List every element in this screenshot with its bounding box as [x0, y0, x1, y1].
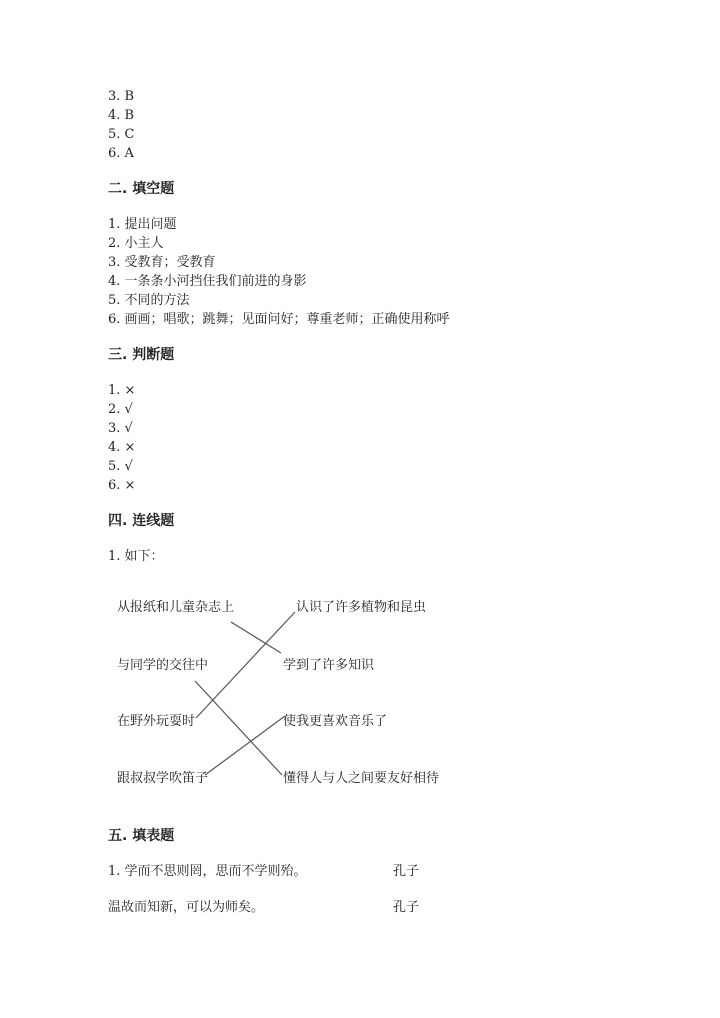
match-right-item: 认识了许多植物和昆虫 [296, 600, 427, 615]
quote-cell: 温故而知新，可以为师矣。 [108, 900, 265, 915]
match-left-item: 跟叔叔学吹笛子 [117, 771, 209, 786]
section-heading-matching: 四. 连线题 [108, 513, 175, 529]
answer-item: 5. C [108, 127, 135, 142]
answer-item: 4. B [108, 108, 135, 123]
match-connector-line [196, 612, 295, 718]
answer-item: 2. √ [108, 402, 133, 417]
answer-item: 6. 画画；唱歌；跳舞；见面问好；尊重老师；正确使用称呼 [108, 312, 450, 327]
match-connector-line [231, 622, 281, 653]
answer-item: 4. × [108, 440, 136, 455]
answer-item: 6. A [108, 146, 134, 161]
match-left-item: 从报纸和儿童杂志上 [117, 600, 235, 615]
author-cell: 孔子 [393, 864, 420, 879]
section-heading-table: 五. 填表题 [108, 828, 175, 844]
answer-item: 2. 小主人 [108, 236, 164, 251]
author-cell: 孔子 [393, 900, 420, 915]
answer-item: 3. B [108, 89, 135, 104]
answer-item: 1. × [108, 383, 136, 398]
answer-item: 3. 受教育；受教育 [108, 255, 216, 270]
answer-item: 1. 提出问题 [108, 217, 177, 232]
match-right-item: 学到了许多知识 [283, 658, 375, 673]
answer-item: 3. √ [108, 421, 133, 436]
section-heading-fill-blank: 二. 填空题 [108, 181, 175, 197]
answer-item: 6. × [108, 478, 136, 493]
answer-item: 4. 一条条小河挡住我们前进的身影 [108, 274, 307, 289]
section-heading-judgement: 三. 判断题 [108, 347, 175, 363]
match-right-item: 懂得人与人之间要友好相待 [283, 771, 440, 786]
answer-item: 5. 不同的方法 [108, 293, 190, 308]
match-right-item: 使我更喜欢音乐了 [283, 714, 388, 729]
match-left-item: 在野外玩耍时 [117, 714, 196, 729]
match-left-item: 与同学的交往中 [117, 658, 209, 673]
answer-item: 5. √ [108, 459, 133, 474]
quote-cell: 1. 学而不思则罔，思而不学则殆。 [108, 864, 307, 879]
matching-intro: 1. 如下： [108, 549, 164, 564]
